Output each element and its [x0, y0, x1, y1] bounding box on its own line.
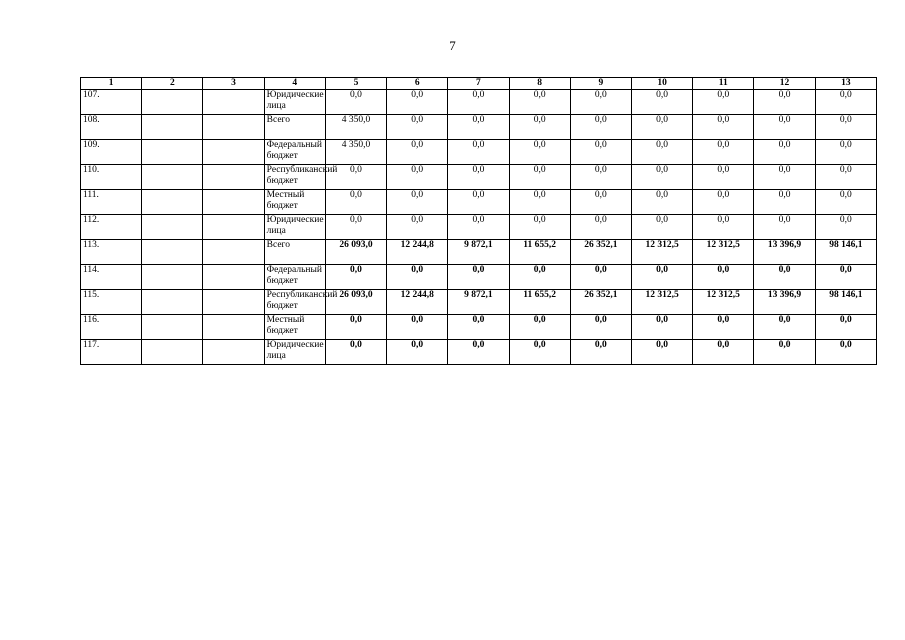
page-number: 7 [449, 38, 456, 53]
row-number-cell: 112. [81, 215, 142, 240]
table-row [81, 140, 877, 165]
value-cell: 0,0 [631, 215, 692, 240]
value-cell: 0,0 [448, 315, 509, 340]
table-row [81, 315, 877, 340]
value-cell: 0,0 [815, 215, 876, 240]
value-cell: 4 350,0 [325, 115, 386, 140]
value-cell: 0,0 [754, 90, 815, 115]
value-cell: 0,0 [325, 265, 386, 290]
value-cell: 12 244,8 [387, 290, 448, 315]
description-cell [203, 190, 264, 215]
code-cell [142, 290, 203, 315]
table-row [81, 215, 877, 240]
row-number-cell: 116. [81, 315, 142, 340]
value-cell: 0,0 [387, 115, 448, 140]
row-number-cell: 109. [81, 140, 142, 165]
value-cell: 0,0 [693, 340, 754, 365]
table-row [81, 290, 877, 315]
value-cell: 12 312,5 [631, 290, 692, 315]
value-cell: 0,0 [509, 265, 570, 290]
code-cell [142, 115, 203, 140]
table-row [81, 90, 877, 115]
code-cell [142, 90, 203, 115]
value-cell: 0,0 [693, 215, 754, 240]
description-cell [203, 115, 264, 140]
value-cell: 0,0 [631, 140, 692, 165]
value-cell: 0,0 [754, 190, 815, 215]
description-cell [203, 140, 264, 165]
header-cell: 6 [387, 78, 448, 90]
funding-source-cell: Юридические лица [264, 90, 325, 115]
description-cell [203, 215, 264, 240]
value-cell: 0,0 [387, 90, 448, 115]
value-cell: 0,0 [631, 165, 692, 190]
value-cell: 0,0 [631, 340, 692, 365]
value-cell: 0,0 [325, 215, 386, 240]
funding-source-cell: Юридические лица [264, 340, 325, 365]
value-cell: 0,0 [631, 190, 692, 215]
funding-source-cell: Юридические лица [264, 215, 325, 240]
value-cell: 0,0 [631, 90, 692, 115]
funding-source-cell: Местный бюджет [264, 190, 325, 215]
header-cell: 4 [264, 78, 325, 90]
value-cell: 0,0 [815, 190, 876, 215]
value-cell: 0,0 [570, 140, 631, 165]
value-cell: 0,0 [448, 190, 509, 215]
row-number-cell: 117. [81, 340, 142, 365]
value-cell: 0,0 [631, 315, 692, 340]
value-cell: 0,0 [509, 215, 570, 240]
value-cell: 26 352,1 [570, 240, 631, 265]
row-number-cell: 108. [81, 115, 142, 140]
value-cell: 0,0 [754, 340, 815, 365]
value-cell: 0,0 [387, 140, 448, 165]
value-cell: 0,0 [325, 165, 386, 190]
code-cell [142, 215, 203, 240]
value-cell: 98 146,1 [815, 240, 876, 265]
value-cell: 0,0 [570, 190, 631, 215]
code-cell [142, 315, 203, 340]
description-cell [203, 90, 264, 115]
table-row [81, 240, 877, 265]
value-cell: 0,0 [448, 90, 509, 115]
value-cell: 0,0 [693, 140, 754, 165]
value-cell: 0,0 [509, 315, 570, 340]
row-number-cell: 107. [81, 90, 142, 115]
value-cell: 0,0 [509, 190, 570, 215]
funding-source-cell: Всего [264, 240, 325, 265]
value-cell: 0,0 [631, 265, 692, 290]
code-cell [142, 340, 203, 365]
value-cell: 12 244,8 [387, 240, 448, 265]
value-cell: 0,0 [570, 165, 631, 190]
value-cell: 12 312,5 [631, 240, 692, 265]
header-cell: 11 [693, 78, 754, 90]
value-cell: 0,0 [693, 315, 754, 340]
row-number-cell: 110. [81, 165, 142, 190]
header-cell: 12 [754, 78, 815, 90]
value-cell: 4 350,0 [325, 140, 386, 165]
value-cell: 13 396,9 [754, 290, 815, 315]
value-cell: 0,0 [693, 115, 754, 140]
funding-source-cell: Федеральный бюджет [264, 265, 325, 290]
funding-source-cell: Республиканский бюджет [264, 290, 325, 315]
value-cell: 0,0 [631, 115, 692, 140]
value-cell: 0,0 [754, 140, 815, 165]
value-cell: 0,0 [815, 140, 876, 165]
row-number-cell: 111. [81, 190, 142, 215]
value-cell: 11 655,2 [509, 290, 570, 315]
value-cell: 0,0 [509, 115, 570, 140]
code-cell [142, 190, 203, 215]
description-cell [203, 240, 264, 265]
code-cell [142, 165, 203, 190]
row-number-cell: 113. [81, 240, 142, 265]
header-cell: 8 [509, 78, 570, 90]
row-number-cell: 114. [81, 265, 142, 290]
value-cell: 0,0 [815, 265, 876, 290]
value-cell: 9 872,1 [448, 240, 509, 265]
table-row [81, 190, 877, 215]
value-cell: 12 312,5 [693, 290, 754, 315]
description-cell [203, 315, 264, 340]
value-cell: 0,0 [387, 165, 448, 190]
value-cell: 98 146,1 [815, 290, 876, 315]
header-cell: 3 [203, 78, 264, 90]
value-cell: 9 872,1 [448, 290, 509, 315]
value-cell: 0,0 [754, 265, 815, 290]
funding-source-cell: Местный бюджет [264, 315, 325, 340]
budget-table [80, 77, 877, 365]
value-cell: 0,0 [815, 340, 876, 365]
header-cell: 7 [448, 78, 509, 90]
value-cell: 0,0 [387, 190, 448, 215]
value-cell: 12 312,5 [693, 240, 754, 265]
table-row [81, 340, 877, 365]
value-cell: 0,0 [815, 115, 876, 140]
value-cell: 0,0 [387, 340, 448, 365]
value-cell: 0,0 [570, 265, 631, 290]
value-cell: 0,0 [509, 140, 570, 165]
funding-source-cell: Всего [264, 115, 325, 140]
value-cell: 0,0 [448, 340, 509, 365]
value-cell: 13 396,9 [754, 240, 815, 265]
value-cell: 0,0 [448, 140, 509, 165]
header-cell: 5 [325, 78, 386, 90]
value-cell: 0,0 [570, 340, 631, 365]
description-cell [203, 165, 264, 190]
value-cell: 0,0 [387, 315, 448, 340]
value-cell: 0,0 [325, 315, 386, 340]
row-number-cell: 115. [81, 290, 142, 315]
description-cell [203, 290, 264, 315]
code-cell [142, 240, 203, 265]
value-cell: 0,0 [754, 215, 815, 240]
value-cell: 0,0 [509, 340, 570, 365]
value-cell: 0,0 [754, 165, 815, 190]
value-cell: 0,0 [570, 215, 631, 240]
value-cell: 0,0 [448, 115, 509, 140]
table-row [81, 115, 877, 140]
header-cell: 10 [631, 78, 692, 90]
value-cell: 26 093,0 [325, 240, 386, 265]
value-cell: 0,0 [325, 90, 386, 115]
value-cell: 0,0 [815, 165, 876, 190]
value-cell: 0,0 [387, 265, 448, 290]
value-cell: 0,0 [693, 265, 754, 290]
value-cell: 0,0 [693, 90, 754, 115]
funding-source-cell: Федеральный бюджет [264, 140, 325, 165]
header-cell: 13 [815, 78, 876, 90]
header-cell: 2 [142, 78, 203, 90]
value-cell: 0,0 [509, 165, 570, 190]
value-cell: 0,0 [509, 90, 570, 115]
value-cell: 0,0 [570, 115, 631, 140]
value-cell: 0,0 [815, 90, 876, 115]
value-cell: 26 093,0 [325, 290, 386, 315]
code-cell [142, 140, 203, 165]
code-cell [142, 265, 203, 290]
value-cell: 0,0 [448, 165, 509, 190]
value-cell: 0,0 [754, 115, 815, 140]
table-row [81, 165, 877, 190]
value-cell: 0,0 [754, 315, 815, 340]
value-cell: 0,0 [815, 315, 876, 340]
header-cell: 1 [81, 78, 142, 90]
table-row [81, 265, 877, 290]
header-row [81, 78, 877, 90]
value-cell: 0,0 [570, 90, 631, 115]
header-cell: 9 [570, 78, 631, 90]
value-cell: 26 352,1 [570, 290, 631, 315]
value-cell: 0,0 [693, 165, 754, 190]
funding-source-cell: Республиканский бюджет [264, 165, 325, 190]
value-cell: 11 655,2 [509, 240, 570, 265]
value-cell: 0,0 [325, 340, 386, 365]
value-cell: 0,0 [448, 215, 509, 240]
value-cell: 0,0 [693, 190, 754, 215]
value-cell: 0,0 [325, 190, 386, 215]
value-cell: 0,0 [570, 315, 631, 340]
description-cell [203, 340, 264, 365]
description-cell [203, 265, 264, 290]
value-cell: 0,0 [387, 215, 448, 240]
value-cell: 0,0 [448, 265, 509, 290]
